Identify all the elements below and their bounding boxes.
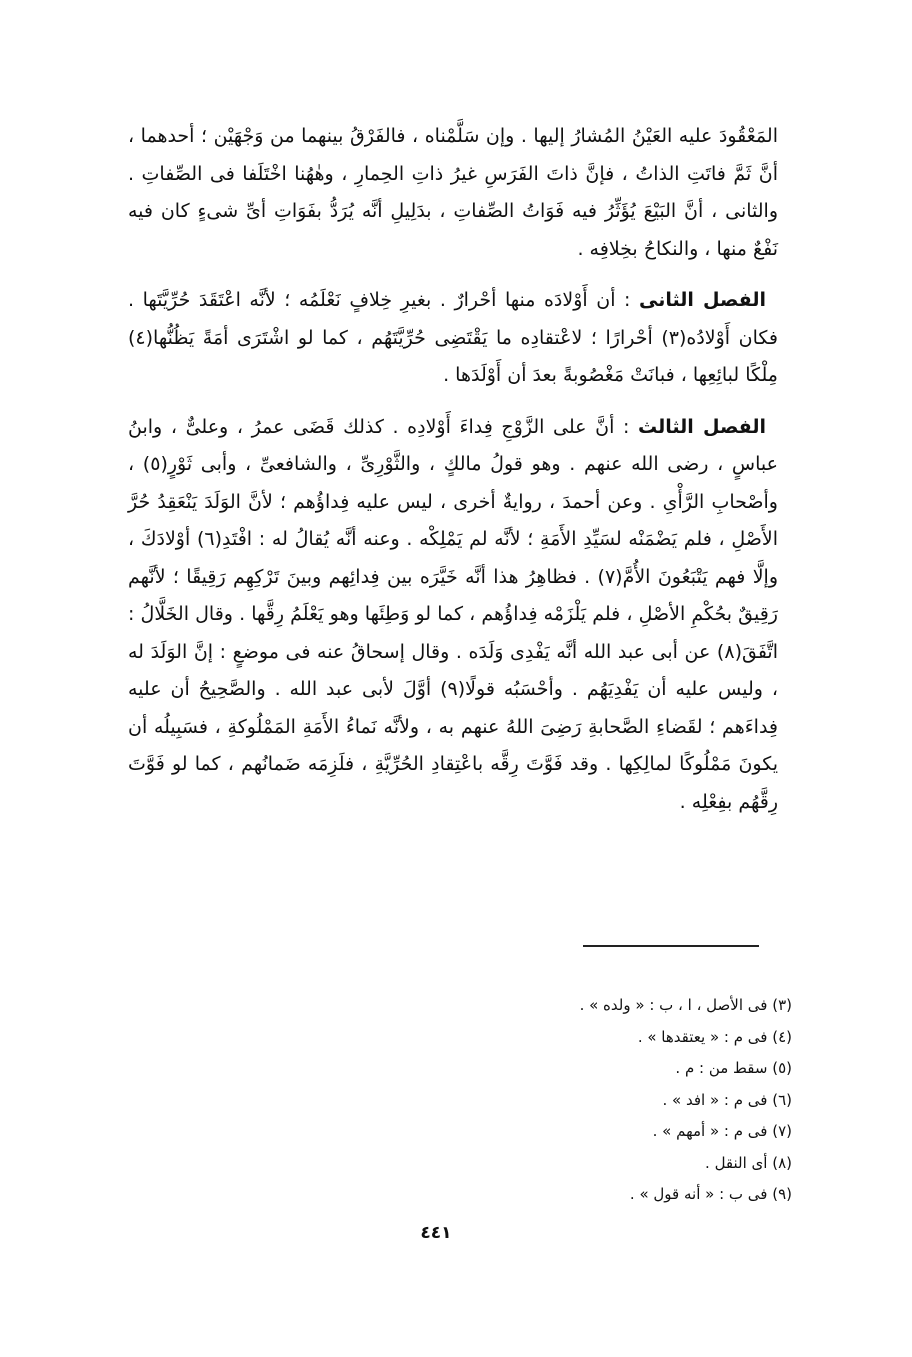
footnote-9: (٩) فى ب : « أنه قول » . xyxy=(629,1185,792,1203)
footnote-4: (٤) فى م : « يعتقدها » . xyxy=(637,1027,792,1046)
section-heading-3: الفصل الثالث xyxy=(638,415,767,438)
footnote-3: (٣) فى الأصل ، ا ، ب : « ولده » . xyxy=(579,996,792,1014)
footnote-separator xyxy=(583,945,759,947)
paragraph-1-text: المَعْقُودَ عليه العَيْنُ المُشارُ إليها . وإن سَلَّمْناه ، فالفَرْقُ بينهما من وَجْهَيْن ؛ أحدهما ، أنَّ ثَمَّ فاتَتِ الذاتُ ، فإنَّ ذاتَ الفَرَسِ غيرُ ذاتِ الحِمارِ ، وهٰهُنا اخْتَلَفا فى الصِّفاتِ . والثانى ، أنَّ البَيْعَ يُؤَثِّرُ فيه فَوَاتُ الصِّفاتِ ، بدَلِيلِ أنَّه يُرَدُّ بفَوَاتِ أىِّ شىءٍ كان فيه نَفْعٌ منها ، والنكاحُ بخِلافِه . xyxy=(128,125,778,260)
section-heading-2: الفصل الثانى xyxy=(638,289,767,311)
footnote-5: (٥) سقط من : م . xyxy=(675,1059,792,1077)
paragraph-2 xyxy=(128,282,778,395)
paragraph-3 xyxy=(128,409,778,822)
footnote-8: (٨) أى النقل . xyxy=(705,1153,792,1172)
paragraph-3-text: : أنَّ على الزَّوْجِ فِداءَ أَوْلادِه . كذلك قَضَى عمرُ ، وعلىٌّ ، وابنُ عباسٍ ، رضى الله عنهم . وهو قولُ مالكٍ ، والثَّوْرِىِّ ، والشافعىِّ ، وأبى ثَوْرٍ(٥) ، وأصْحابِ الرَّأْىِ . وعن أحمدَ ، روايةٌ أخرى ، ليس عليه فِداؤُهم ؛ لأنَّ الوَلَدَ يَنْعَقِدُ حُرَّ الأَصْلِ ، فلم يَضْمَنْه لسَيِّدِ الأَمَةِ ؛ لأنَّه لم يَمْلِكْه . وعنه أنَّه يُقالُ له : افْتَدِ(٦) أوْلادَكَ ، وإلَّا فهم يَتْبَعُونَ الأُمَّ(٧) . فظاهِرُ هذا أنَّه خَيَّرَه بين فِدائِهم وبينَ تَرْكِهِم رَقِيقًا ؛ لأنَّهم رَقِيقٌ بحُكْمِ الأصْلِ ، فلم يَلْزَمْه فِداؤُهم ، كما لو وَطِئَها وهو يَعْلَمُ رِقَّها . وقال الخَلَّالُ : اتَّفَقَ(٨) عن أبى عبد الله أنَّه يَفْدِى وَلَدَه . وقال إسحاقُ عنه فى موضعٍ : إنَّ الوَلَدَ له ، وليس عليه أن يَفْدِيَهُم . وأحْسَبُه قولًا(٩) أوَّلَ لأبى عبد الله . والصَّحِيحُ أن عليه فِداءَهم ؛ لقَضاءِ الصَّحابةِ رَضِىَ اللهُ عنهم به ، ولأنَّه نَماءُ الأَمَةِ المَمْلُوكةِ ، فسَبِيلُه أن يكونَ مَمْلُوكًا لمالِكِها . وقد فَوَّتَ رِقَّه باعْتِقادِ الحُرِّيَّةِ ، فلَزِمَه ضَمانُهم ، كما لو فَوَّتَ رِقَّهُم بفِعْلِه . xyxy=(128,415,778,813)
footnote-7: (٧) فى م : « أمهم » . xyxy=(652,1122,792,1140)
paragraph-1 xyxy=(128,118,778,268)
footnotes xyxy=(420,990,792,1211)
page-number: ٤٤١ xyxy=(420,1223,452,1243)
footnote-6: (٦) فى م : « افد » . xyxy=(662,1090,792,1109)
main-text xyxy=(128,118,778,835)
paragraph-2-text: : أن أَوْلادَه منها أحْرارٌ . بغيرِ خِلافٍ نَعْلَمُه ؛ لأنَّه اعْتَقَدَ حُرِّيَّتَها . فكان أَوْلادُه(٣) أحْرارًا ؛ لاعْتقادِه ما يَقْتَضِى حُرِّيَّتَهُم ، كما لو اشْتَرَى أمَةً يَظُنُّها(٤) مِلْكًا لبائِعِها ، فبانَتْ مَغْصُوبةً بعدَ أن أَوْلَدَها . xyxy=(128,289,778,386)
